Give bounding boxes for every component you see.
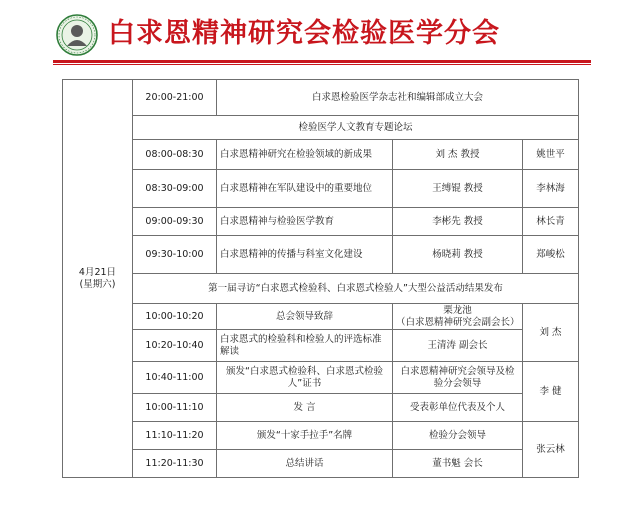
title-divider <box>53 60 591 63</box>
speaker-cell <box>393 304 523 330</box>
table-row <box>63 394 579 422</box>
society-emblem-icon <box>56 14 98 56</box>
table-row <box>63 116 579 140</box>
time-cell: 10:00-11:10 <box>133 394 217 422</box>
time-cell: 09:30-10:00 <box>133 236 217 274</box>
topic-cell: 颁发“白求恩式检验科、白求恩式检验人”证书 <box>217 362 393 394</box>
time-cell: 08:30-09:00 <box>133 170 217 208</box>
moderator-cell: 刘 杰 <box>523 304 579 362</box>
table-row <box>63 362 579 394</box>
table-row <box>63 330 579 362</box>
time-cell: 20:00-21:00 <box>133 80 217 116</box>
moderator-cell: 李林海 <box>523 170 579 208</box>
topic-cell: 颁发“十家手拉手”名牌 <box>217 422 393 450</box>
speaker-cell: 李彬先 教授 <box>393 208 523 236</box>
table-row <box>63 274 579 304</box>
speaker-cell: 杨晓莉 教授 <box>393 236 523 274</box>
time-cell: 10:40-11:00 <box>133 362 217 394</box>
table-row <box>63 140 579 170</box>
speaker-cell: 董书魁 会长 <box>393 450 523 478</box>
speaker-note: （白求恩精神研究会副会长） <box>396 316 520 328</box>
schedule-table <box>62 79 579 478</box>
moderator-cell: 林长青 <box>523 208 579 236</box>
moderator-cell: 李 健 <box>523 362 579 422</box>
speaker-cell: 王缚锟 教授 <box>393 170 523 208</box>
moderator-cell: 姚世平 <box>523 140 579 170</box>
table-row <box>63 236 579 274</box>
topic-cell: 白求恩精神与检验医学教育 <box>217 208 393 236</box>
speaker-name: 栗龙池 <box>443 304 472 316</box>
date-label: 4月21日 <box>78 266 117 278</box>
title-divider-thin <box>53 64 591 65</box>
topic-cell: 白求恩式的检验科和检验人的评选标准解读 <box>217 330 393 362</box>
speaker-cell: 王清涛 副会长 <box>393 330 523 362</box>
moderator-cell: 郑峻松 <box>523 236 579 274</box>
topic-cell: 白求恩精神研究在检验领域的新成果 <box>217 140 393 170</box>
weekday-label: (星期六) <box>79 278 116 290</box>
moderator-cell: 张云林 <box>523 422 579 478</box>
table-row <box>63 450 579 478</box>
time-cell: 10:20-10:40 <box>133 330 217 362</box>
topic-cell: 总结讲话 <box>217 450 393 478</box>
speaker-cell: 刘 杰 教授 <box>393 140 523 170</box>
time-cell: 11:20-11:30 <box>133 450 217 478</box>
speaker-cell: 白求恩精神研究会领导及检验分会领导 <box>393 362 523 394</box>
time-cell: 11:10-11:20 <box>133 422 217 450</box>
table-row <box>63 304 579 330</box>
table-row <box>63 170 579 208</box>
forum-title: 检验医学人文教育专题论坛 <box>133 116 579 140</box>
table-row <box>63 80 579 116</box>
table-row <box>63 208 579 236</box>
time-cell: 09:00-09:30 <box>133 208 217 236</box>
topic-cell: 白求恩精神在军队建设中的重要地位 <box>217 170 393 208</box>
time-cell: 10:00-10:20 <box>133 304 217 330</box>
topic-cell: 白求恩精神的传播与科室文化建设 <box>217 236 393 274</box>
time-cell: 08:00-08:30 <box>133 140 217 170</box>
date-cell <box>63 80 133 478</box>
speaker-cell: 检验分会领导 <box>393 422 523 450</box>
topic-cell: 白求恩检验医学杂志社和编辑部成立大会 <box>217 80 579 116</box>
table-row <box>63 422 579 450</box>
page-title: 白求恩精神研究会检验医学分会 <box>108 18 500 49</box>
speaker-cell: 受表彰单位代表及个人 <box>393 394 523 422</box>
topic-cell: 发 言 <box>217 394 393 422</box>
topic-cell: 总会领导致辞 <box>217 304 393 330</box>
event-title: 第一届寻访“白求恩式检验科、白求恩式检验人”大型公益活动结果发布 <box>133 274 579 304</box>
